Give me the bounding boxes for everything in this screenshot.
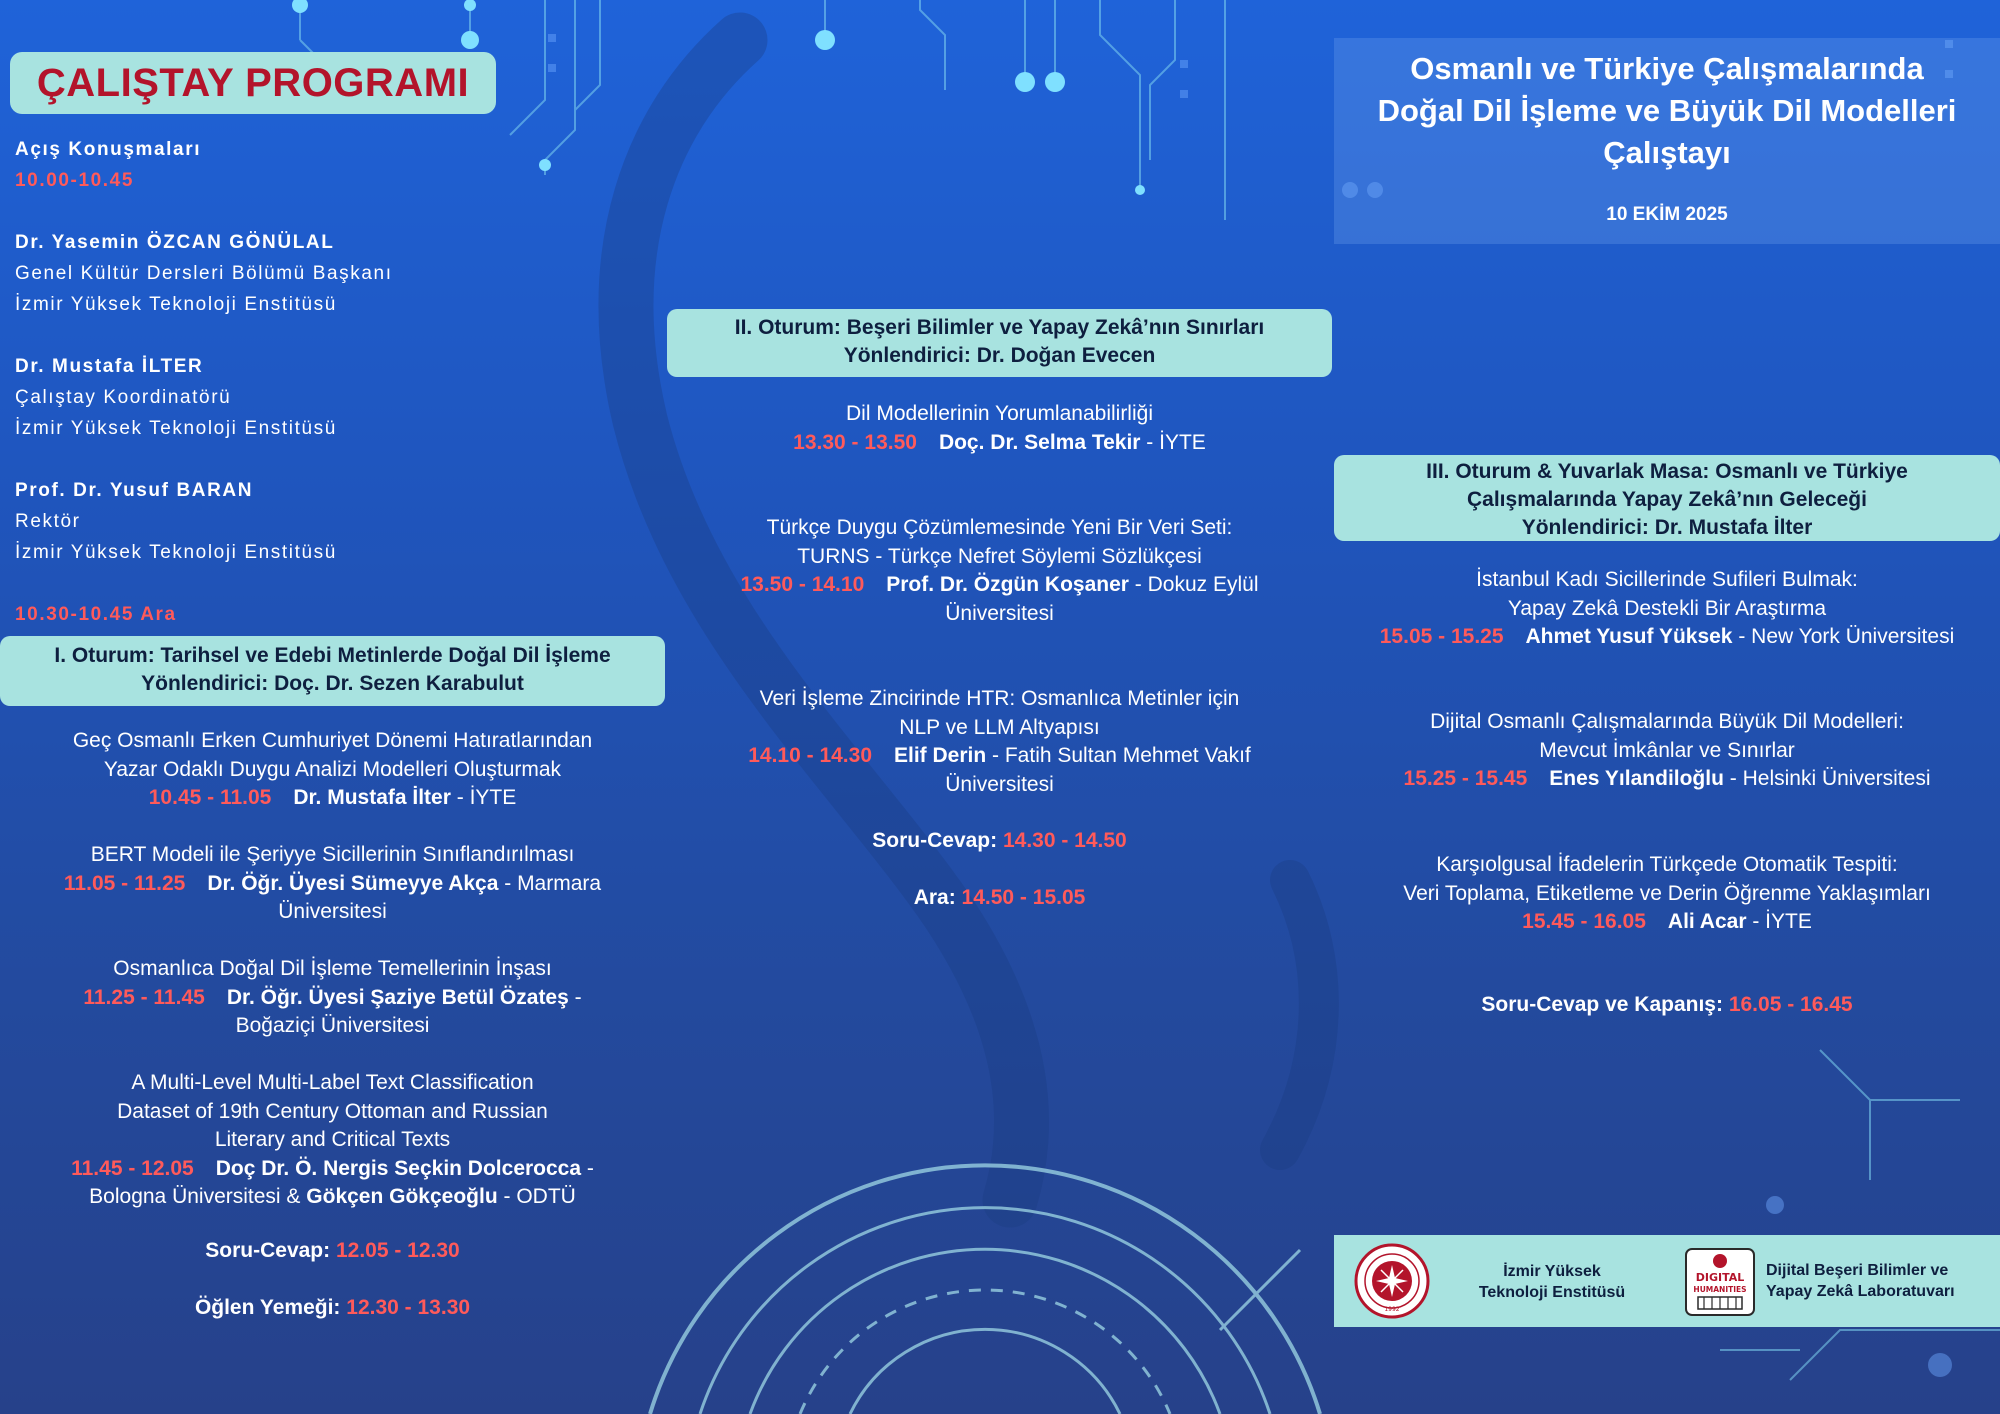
session3-header [1334,455,2000,541]
talk-time: 14.10 - 14.30 [748,744,872,767]
talk-speaker: Prof. Dr. Özgün Koşaner [886,573,1129,596]
lunch-break [0,1296,665,1320]
talk-time: 13.50 - 14.10 [740,573,865,596]
session2-qa [667,829,1332,853]
session2-moderator: Yönlendirici: Dr. Doğan Evecen [843,344,1156,367]
talk-affiliation: - Dokuz Eylül [1128,573,1259,596]
session1-header [0,636,665,706]
talk-affiliation: - Marmara [498,871,602,895]
talk-time: 15.25 - 15.45 [1403,767,1528,790]
session2-talk [667,685,1332,799]
talk-affiliation-cont: Üniversitesi [278,900,387,923]
talk-time: 15.45 - 16.05 [1522,910,1646,933]
talk-affiliation: - İYTE [1140,430,1206,454]
talk-affiliation-cont: Boğaziçi Üniversitesi [235,1014,430,1037]
talk-time: 15.05 - 15.25 [1379,625,1504,648]
iyte-seal-icon [1354,1243,1430,1319]
iyte-name-line: Teknoloji Enstitüsü [1478,1284,1626,1301]
speaker-org: İzmir Yüksek Teknoloji Enstitüsü [15,418,337,439]
opening-break: 10.30-10.45 Ara [15,604,177,625]
speaker-org: İzmir Yüksek Teknoloji Enstitüsü [15,542,337,563]
talk-time: 13.30 - 13.50 [793,430,917,454]
talk-speaker: Ali Acar [1667,910,1747,933]
session1-moderator: Yönlendirici: Doç. Dr. Sezen Karabulut [141,672,524,695]
session3-title: III. Oturum & Yuvarlak Masa: Osmanlı ve Türkiye [1426,460,1908,483]
talk-affiliation: - İYTE [450,786,517,809]
closing [1334,993,2000,1017]
lab-name [1766,1260,1996,1302]
session1-title: I. Oturum: Tarihsel ve Edebi Metinlerde Doğal Dil İşleme [54,644,611,667]
talk-time: 10.45 - 11.05 [148,786,272,809]
badge-text: HUMANITIES [1693,1285,1747,1294]
talk-speaker: Dr. Mustafa İlter [293,786,451,809]
speaker-org: İzmir Yüksek Teknoloji Enstitüsü [15,294,337,315]
talk-title: Yazar Odaklı Duygu Analizi Modelleri Oluşturmak [103,757,562,781]
session2-talk [667,514,1332,628]
talk-affiliation-cont: Bologna Üniversitesi & [89,1185,307,1208]
session1-talk [0,955,665,1041]
talk-time: 11.45 - 12.05 [71,1156,194,1180]
qa-label: Soru-Cevap: [205,1239,331,1262]
session3-talk [1334,566,2000,652]
workshop-title-line: Doğal Dil İşleme ve Büyük Dil Modelleri [1377,93,1957,128]
talk-title: İstanbul Kadı Sicillerinde Sufileri Bulmak: [1476,568,1858,591]
talk-affiliation: - Fatih Sultan Mehmet Vakıf [986,744,1251,767]
speaker-role: Rektör [15,511,81,532]
qa-label: Soru-Cevap: [872,829,998,852]
talk-title: BERT Modeli ile Şeriyye Sicillerinin Sınıflandırılması [90,843,575,866]
talk-title: NLP ve LLM Altyapısı [899,715,1100,739]
talk-title: Dil Modellerinin Yorumlanabilirliği [846,402,1153,425]
talk-affiliation: - İYTE [1746,910,1812,933]
talk-cospeaker-aff: - ODTÜ [497,1185,576,1208]
session3-talk [1334,851,2000,937]
talk-affiliation: - New York Üniversitesi [1732,625,1955,648]
badge-text: DIGITAL [1695,1271,1745,1284]
break-time: 14.50 - 15.05 [961,886,1086,909]
talk-title: Literary and Critical Texts [214,1128,451,1151]
talk-title: Geç Osmanlı Erken Cumhuriyet Dönemi Hatıratlarından [72,729,593,752]
qa-time: 12.05 - 12.30 [335,1239,460,1262]
talk-speaker: Enes Yılandiloğlu [1549,767,1724,790]
break-label: Ara: [913,886,956,909]
opening-heading: Açış Konuşmaları [15,139,202,160]
session3-talk [1334,708,2000,794]
talk-speaker: Doç. Dr. Selma Tekir [938,430,1141,454]
closing-label: Soru-Cevap ve Kapanış: [1481,993,1723,1016]
lab-name-line: Dijital Beşeri Bilimler ve [1766,1262,1949,1279]
talk-affiliation-cont: Üniversitesi [945,772,1054,796]
workshop-date: 10 EKİM 2025 [1606,204,1728,225]
workshop-title-line: Osmanlı ve Türkiye Çalışmalarında [1410,51,1924,86]
lunch-time: 12.30 - 13.30 [346,1296,471,1319]
talk-speaker: Ahmet Yusuf Yüksek [1525,625,1733,648]
lab-name-line: Yapay Zekâ Laboratuvarı [1766,1283,1955,1300]
talk-affiliation: - [581,1156,594,1180]
workshop-title-line: Çalıştayı [1603,135,1731,170]
talk-time: 11.25 - 11.45 [83,985,205,1009]
talk-title: Karşıolgusal İfadelerin Türkçede Otomatik Tespiti: [1436,853,1898,876]
iyte-name-line: İzmir Yüksek [1503,1263,1601,1280]
talk-affiliation: - [568,985,582,1009]
talk-speaker: Doç Dr. Ö. Nergis Seçkin Dolcerocca [215,1156,582,1180]
talk-title: Türkçe Duygu Çözümlemesinde Yeni Bir Veri Seti: [766,516,1233,539]
talk-speaker: Dr. Öğr. Üyesi Sümeyye Akça [207,871,499,895]
iyte-name [1452,1261,1652,1303]
talk-title: Veri Toplama, Etiketleme ve Derin Öğrenme Yaklaşımları [1403,881,1931,905]
talk-speaker: Elif Derin [894,744,987,767]
digital-humanities-logo-icon [1684,1247,1756,1317]
talk-title: A Multi-Level Multi-Label Text Classification [131,1071,534,1094]
seal-year: 1992 [1384,1306,1400,1313]
talk-speaker: Dr. Öğr. Üyesi Şaziye Betül Özateş [226,985,569,1009]
logo-bar [1334,1235,2000,1327]
session2-talk [667,400,1332,457]
workshop-title [1334,48,2000,174]
talk-affiliation-cont: Üniversitesi [945,601,1054,625]
talk-title: Dijital Osmanlı Çalışmalarında Büyük Dil Modelleri: [1430,710,1904,733]
session2-title: II. Oturum: Beşeri Bilimler ve Yapay Zekâ’nın Sınırları [734,316,1265,339]
session1-talk [0,1069,665,1212]
session3-title: Çalışmalarında Yapay Zekâ’nın Geleceği [1467,488,1867,511]
qa-time: 14.30 - 14.50 [1002,829,1127,852]
talk-title: TURNS - Türkçe Nefret Söylemi Sözlükçesi [797,544,1202,568]
session3-moderator: Yönlendirici: Dr. Mustafa İlter [1521,516,1813,539]
talk-affiliation: - Helsinki Üniversitesi [1723,767,1931,790]
session1-talk [0,841,665,927]
talk-title: Osmanlıca Doğal Dil İşleme Temellerinin İnşası [113,957,552,980]
speaker-role: Çalıştay Koordinatörü [15,387,232,408]
talk-title: Dataset of 19th Century Ottoman and Russian [117,1099,548,1123]
opening-time: 10.00-10.45 [15,170,135,191]
speaker-name: Dr. Mustafa İLTER [15,356,204,377]
speaker-name: Prof. Dr. Yusuf BARAN [15,480,254,501]
program-title: ÇALIŞTAY PROGRAMI [10,52,496,114]
talk-time: 11.05 - 11.25 [63,871,186,895]
talk-title: Yapay Zekâ Destekli Bir Araştırma [1507,596,1827,620]
talk-title: Veri İşleme Zincirinde HTR: Osmanlıca Metinler için [759,687,1240,710]
talk-cospeaker: Gökçen Gökçeoğlu [306,1185,498,1208]
speaker-role: Genel Kültür Dersleri Bölümü Başkanı [15,263,393,284]
talk-title: Mevcut İmkânlar ve Sınırlar [1539,738,1795,762]
session1-talk [0,727,665,813]
opening-block [15,134,575,630]
session2-break [667,886,1332,910]
speaker-name: Dr. Yasemin ÖZCAN GÖNÜLAL [15,232,335,253]
closing-time: 16.05 - 16.45 [1728,993,1853,1016]
session2-header [667,309,1332,377]
session1-qa [0,1239,665,1263]
lunch-label: Öğlen Yemeği: [194,1296,341,1319]
